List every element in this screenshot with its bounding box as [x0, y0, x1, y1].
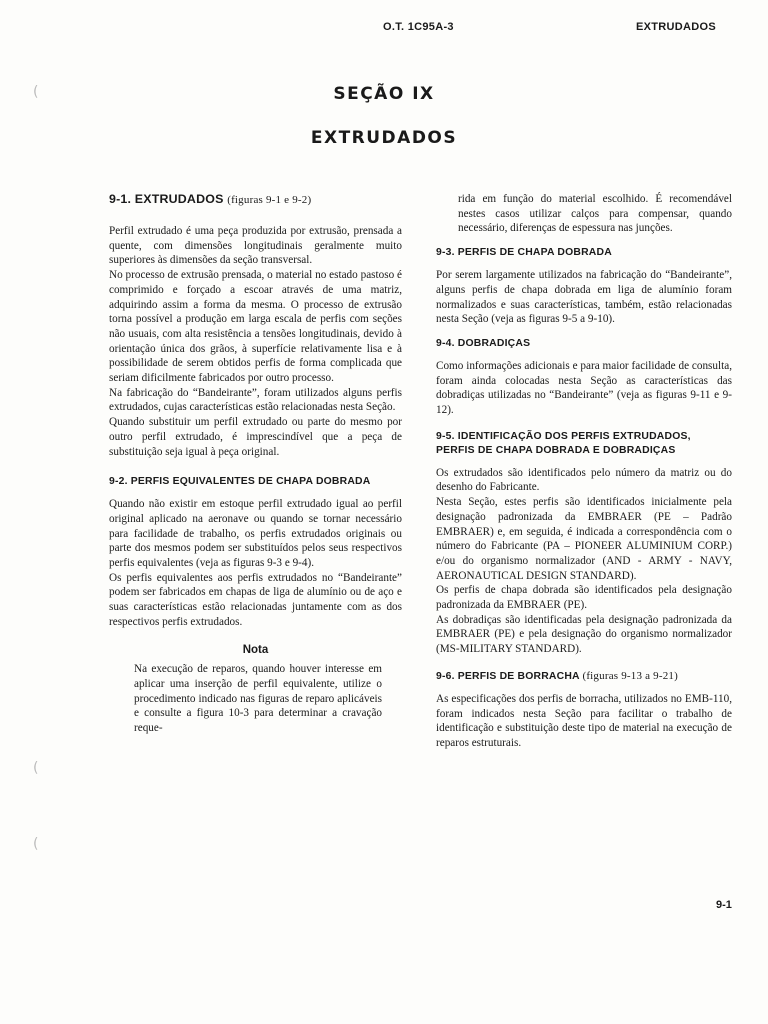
left-column [109, 192, 402, 736]
heading-9-6-ref: (figuras 9-13 a 9-21) [582, 669, 678, 682]
page-number: 9-1 [716, 899, 732, 911]
scan-mark: ( [33, 760, 39, 776]
paragraph: Quando não existir em estoque perfil extrudado igual ao perfil original aplicado na aeronave ou quando se tornar necessário para facilidade de trabalho, os perfis extrudados originais ou parte dos mesmos podem ser substituídos pelos seus respectivos perfis equivalentes (veja as figuras 9-3 e 9-4). [109, 498, 402, 570]
heading-9-3: 9-3. PERFIS DE CHAPA DOBRADA [436, 247, 612, 259]
scan-mark: ( [33, 84, 39, 100]
header-section-name: EXTRUDADOS [636, 21, 717, 33]
paragraph: No processo de extrusão prensada, o material no estado pastoso é comprimido e forçado a escoar através de uma matriz, adquirindo assim a forma da mesma. O processo de extrusão torna possível a produção em larga escala de perfis com seções não usuais, com alta resistência a tensões longitudinais, devido à orientação única dos grãos, à superfície relativamente lisa e à possibilidade de serem obtidos perfis de forma complicada que seriam dificilmente fabricados por outro processo. [109, 269, 402, 385]
paragraph: As especificações dos perfis de borracha, utilizados no EMB-110, foram indicados nesta Seção para facilitar o trabalho de identificação e substituição deste tipo de material na execução de reparos estruturais. [436, 692, 732, 749]
paragraph: Como informações adicionais e para maior facilidade de consulta, foram ainda colocadas nesta Seção as características das dobradiças utilizadas no “Bandeirante” (veja as figuras 9-11 e 9-12). [436, 359, 732, 417]
note-body: Na execução de reparos, quando houver interesse em aplicar uma inserção de perfil equivalente, utilize o procedimento indicado nas figuras de reparo aplicáveis e consulte a figura 10-3 para determinar a cravação reque- [134, 663, 382, 735]
section-title: EXTRUDADOS [310, 128, 458, 148]
paragraph: Nesta Seção, estes perfis são identificados inicialmente pela designação padronizada da EMBRAER (PE – Padrão EMBRAER) e, em seguida, é indicada a correspondência com o número do Fabricante (PA – PIONEER ALUMINIUM CORP.) e/ou do organismo normalizador (AND - ARMY - NAVY, AERONAUTICAL DESIGN STANDARD). [436, 496, 732, 582]
paragraph: Por serem largamente utilizados na fabricação do “Bandeirante”, alguns perfis de chapa dobrada em liga de alumínio foram normalizados e suas características, também, estão relacionadas nesta Seção (veja as figuras 9-5 a 9-10). [436, 269, 732, 326]
heading-9-1-ref: (figuras 9-1 e 9-2) [227, 194, 312, 206]
paragraph: Os perfis de chapa dobrada são identificados pela designação padronizada da EMBRAER (PE). [436, 584, 732, 612]
paragraph: Os perfis equivalentes aos perfis extrudados no “Bandeirante” podem ser fabricados em chapas de liga de alumínio ou de aço e suas características estão relacionadas juntamente com as dos respectivos perfis extrudados. [109, 571, 402, 628]
heading-9-5-line-1: 9-5. IDENTIFICAÇÃO DOS PERFIS EXTRUDADOS, [436, 430, 691, 442]
heading-9-5-line-2: PERFIS DE CHAPA DOBRADA E DOBRADIÇAS [436, 444, 676, 456]
heading-9-1 [109, 192, 402, 207]
note-box [109, 643, 402, 736]
heading-9-6-text: 9-6. PERFIS DE BORRACHA [436, 670, 580, 682]
heading-9-2: 9-2. PERFIS EQUIVALENTES DE CHAPA DOBRADA [109, 476, 371, 488]
heading-9-6 [436, 669, 732, 684]
right-column [436, 192, 732, 751]
paragraph: Na fabricação do “Bandeirante”, foram utilizados alguns perfis extrudados, cujas características estão relacionadas nesta Seção. [109, 386, 402, 414]
paragraph: As dobradiças são identificadas pela designação padronizada da EMBRAER (PE) e pela designação do organismo normalizador (MS-MILITARY STANDARD). [436, 613, 732, 656]
section-number: SEÇÃO IX [333, 84, 435, 104]
paragraph: Quando substituir um perfil extrudado ou parte do mesmo por outro perfil extrudado, é imprescindível que a peça de substituição seja igual à peça original. [109, 416, 402, 458]
heading-9-4: 9-4. DOBRADIÇAS [436, 337, 531, 349]
heading-9-1-text: 9-1. EXTRUDADOS [109, 192, 224, 206]
note-title: Nota [242, 643, 269, 656]
header-doc-code: O.T. 1C95A-3 [383, 21, 454, 33]
paragraph: Perfil extrudado é uma peça produzida por extrusão, prensada a quente, com dimensões longitudinais geralmente muito superiores às dimensões da seção transversal. [109, 225, 402, 267]
paragraph: Os extrudados são identificados pelo número da matriz ou do desenho do Fabricante. [436, 466, 732, 494]
scan-mark: ( [33, 836, 39, 852]
note-continuation: rida em função do material escolhido. É recomendável nestes casos utilizar calços para compensar, quando necessário, diferenças de espessura nas junções. [458, 193, 732, 235]
